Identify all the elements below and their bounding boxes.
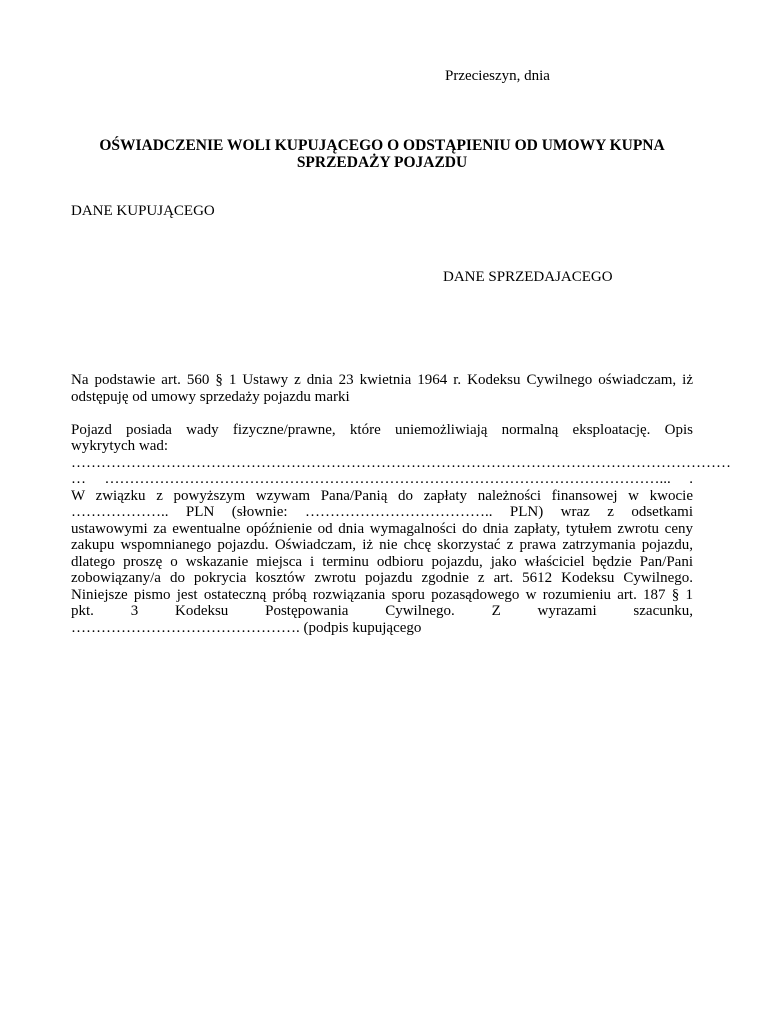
buyer-section-label: DANE KUPUJĄCEGO: [71, 203, 215, 219]
body-line-closing: pkt. 3 Kodeksu Postępowania Cywilnego. Z wyrazami szacunku,: [71, 603, 693, 619]
document-content: [71, 0, 731, 636]
body-line-defects-intro: Pojazd posiada wady fizyczne/prawne, które uniemożliwiają normalną eksploatację. Opis: [71, 421, 693, 438]
body-line-interest: ustawowymi za ewentualne opóźnienie od dnia wymagalności do dnia zapłaty, tytułem zwrotu ceny: [71, 520, 693, 537]
body-line-amount-pln: ……………….. PLN (słownie: ……………………………….. PLN) wraz z odsetkami: [71, 504, 693, 520]
document-body: [71, 372, 731, 636]
date-line: Przecieszyn, dnia: [445, 68, 550, 84]
body-line-withdrawal: odstępuję od umowy sprzedaży pojazdu marki: [71, 388, 350, 405]
body-line-return-costs: zobowiązany/a do pokrycia kosztów zwrotu pojazdu zgodnie z art. 5612 Kodeksu Cywilnego.: [71, 570, 693, 586]
document-title-line2: SPRZEDAŻY POJAZDU: [296, 154, 468, 171]
seller-section-label: DANE SPRZEDAJACEGO: [443, 269, 613, 285]
body-line-defects-label: wykrytych wad:: [71, 438, 169, 454]
body-line-pickup: dlatego proszę o wskazanie miejsca i terminu odbioru pojazdu, jako właściciel będzie Pan/Pani: [71, 553, 693, 570]
dotted-fill-line-1: ……………………………………………………………………………………………………………………: [71, 454, 731, 471]
body-line-payment-demand: W związku z powyższym wzywam Pana/Panią do zapłaty należności finansowej w kwocie: [71, 487, 693, 504]
body-line-retention: zakupu wspomnianego pojazdu. Oświadczam, iż nie chcę skorzystać z prawa zatrzymania pojazdu,: [71, 537, 693, 553]
document-title-line1: OŚWIADCZENIE WOLI KUPUJĄCEGO O ODSTĄPIENIU OD UMOWY KUPNA: [99, 137, 665, 154]
signature-line: ………………………………………. (podpis kupującego: [71, 619, 422, 636]
body-line-legal-basis: Na podstawie art. 560 § 1 Ustawy z dnia 23 kwietnia 1964 r. Kodeksu Cywilnego oświadczam, iż: [71, 372, 693, 388]
document-title: [71, 137, 693, 171]
dotted-fill-line-2: … …………………………………………………………………………………………………... .: [71, 471, 693, 487]
body-line-final-attempt: Niniejsze pismo jest ostateczną próbą rozwiązania sporu pozasądowego w rozumieniu art. 187 § 1: [71, 586, 693, 603]
